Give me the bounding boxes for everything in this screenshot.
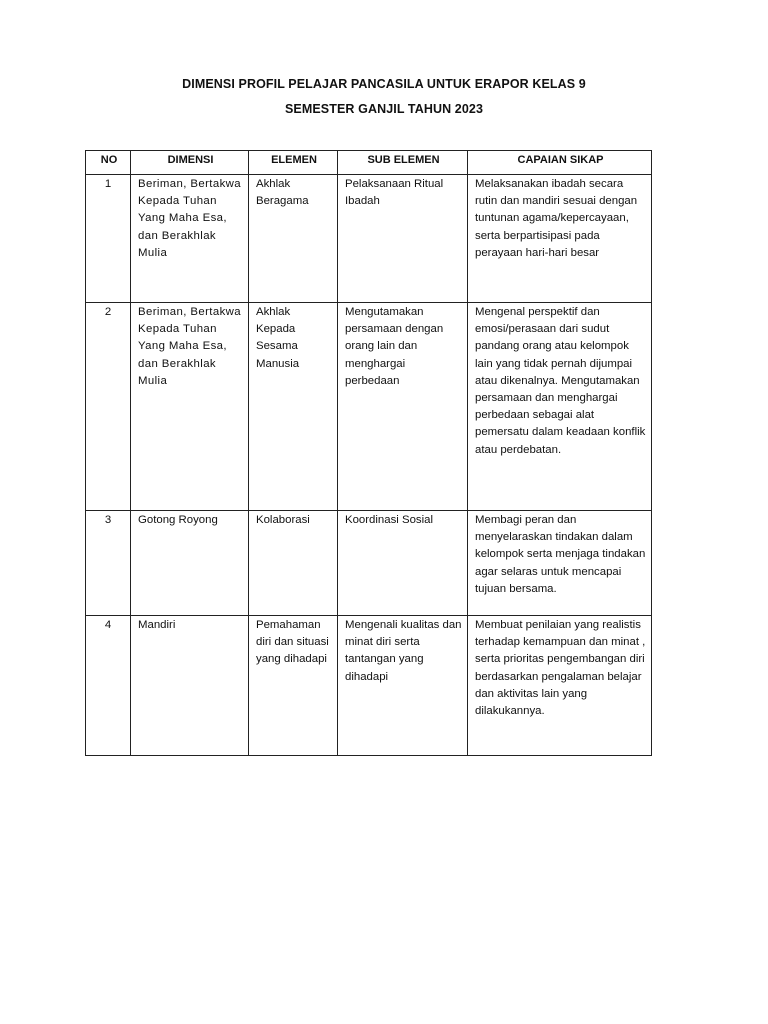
cell-dimensi: Beriman, Bertakwa Kepada Tuhan Yang Maha Esa, dan Berakhlak Mulia [131,303,249,511]
cell-elemen: Akhlak Beragama [249,175,338,303]
cell-elemen: Kolaborasi [249,511,338,616]
cell-capaian-sikap: Membuat penilaian yang realistis terhadap kemampuan dan minat , serta prioritas pengembangan diri berdasarkan pengalaman belajar dan aktivitas lain yang dilakukannya. [468,616,652,756]
document-title: DIMENSI PROFIL PELAJAR PANCASILA UNTUK ERAPOR KELAS 9 [182,77,586,91]
cell-elemen: Akhlak Kepada Sesama Manusia [249,303,338,511]
cell-capaian-sikap: Mengenal perspektif dan emosi/perasaan dari sudut pandang orang atau kelompok lain yang tidak pernah dijumpai atau dikenalnya. Mengutamakan persamaan dan menghargai perbedaan sebagai alat pemersatu dalam keadaan konflik atau perdebatan. [468,303,652,511]
cell-capaian-sikap: Melaksanakan ibadah secara rutin dan mandiri sesuai dengan tuntunan agama/kepercayaan, serta berpartisipasi pada perayaan hari-hari besar [468,175,652,303]
table-row [86,303,652,511]
table-row [86,511,652,616]
cell-dimensi: Gotong Royong [131,511,249,616]
cell-sub-elemen: Mengutamakan persamaan dengan orang lain dan menghargai perbedaan [338,303,468,511]
cell-sub-elemen: Pelaksanaan Ritual Ibadah [338,175,468,303]
cell-sub-elemen: Koordinasi Sosial [338,511,468,616]
header-no: NO [86,151,131,175]
document-subtitle: SEMESTER GANJIL TAHUN 2023 [284,102,484,116]
cell-capaian-sikap: Membagi peran dan menyelaraskan tindakan dalam kelompok serta menjaga tindakan agar selaras untuk mencapai tujuan bersama. [468,511,652,616]
profile-table [85,150,652,756]
header-elemen: ELEMEN [249,151,338,175]
cell-sub-elemen: Mengenali kualitas dan minat diri serta tantangan yang dihadapi [338,616,468,756]
cell-no: 4 [86,616,131,756]
table-header-row [86,151,652,175]
cell-no: 1 [86,175,131,303]
header-dimensi: DIMENSI [131,151,249,175]
table-row [86,616,652,756]
cell-elemen: Pemahaman diri dan situasi yang dihadapi [249,616,338,756]
table-row [86,175,652,303]
cell-dimensi: Beriman, Bertakwa Kepada Tuhan Yang Maha Esa, dan Berakhlak Mulia [131,175,249,303]
cell-no: 3 [86,511,131,616]
cell-dimensi: Mandiri [131,616,249,756]
header-capaian-sikap: CAPAIAN SIKAP [468,151,652,175]
cell-no: 2 [86,303,131,511]
header-sub-elemen: SUB ELEMEN [338,151,468,175]
